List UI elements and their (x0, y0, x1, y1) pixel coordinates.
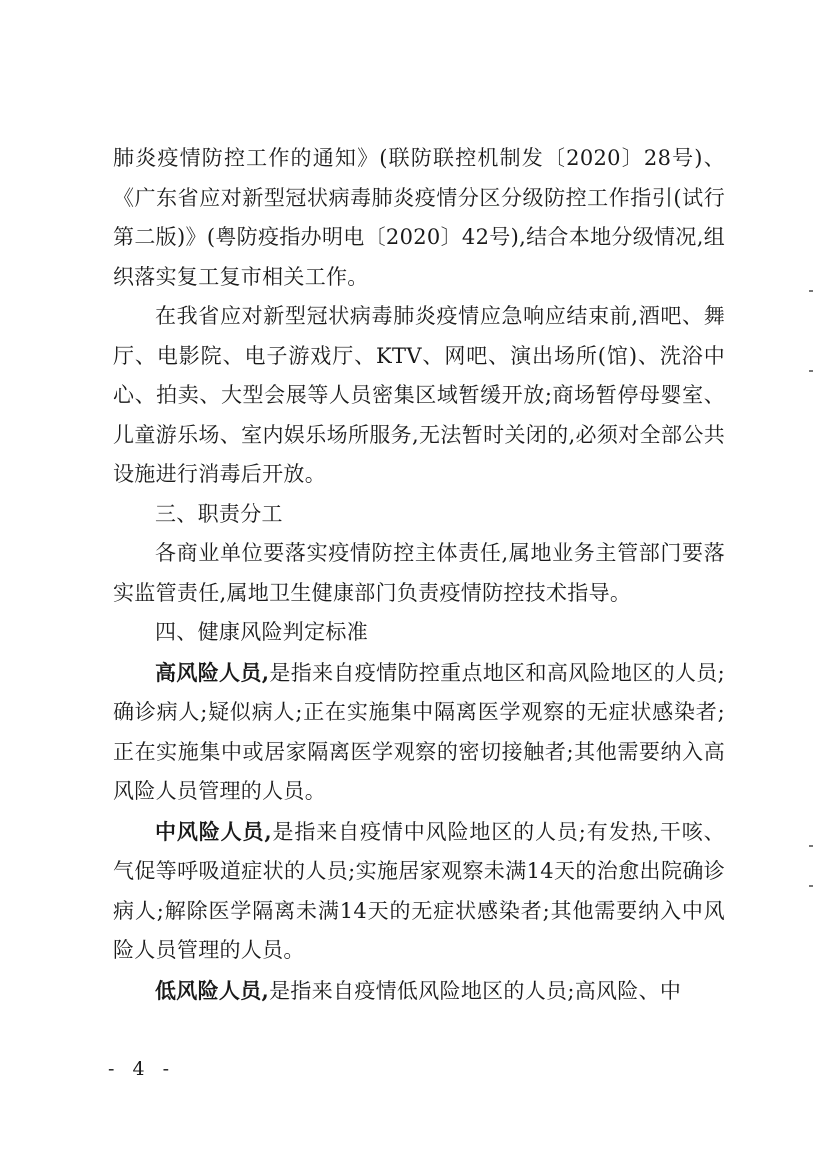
venues-paragraph: 在我省应对新型冠状病毒肺炎疫情应急响应结束前,酒吧、舞厅、电影院、电子游戏厅、KTV、网吧、演出场所(馆)、洗浴中心、拍卖、大型会展等人员密集区域暂缓开放;商场暂停母婴室、儿童游乐场、室内娱乐场所服务,无法暂时关闭的,必须对全部公共设施进行消毒后开放。 (113, 304, 725, 486)
page-number: - 4 - (108, 1058, 176, 1080)
binding-mark (809, 885, 813, 887)
medium-risk-text: 是指来自疫情中风险地区的人员;有发热,干咳、气促等呼吸道症状的人员;实施居家观察未满14天的治愈出院确诊病人;解除医学隔离未满14天的无症状感染者;其他需要纳入中风险人员管理的人员。 (113, 819, 725, 962)
high-risk-text: 是指来自疫情防控重点地区和高风险地区的人员;确诊病人;疑似病人;正在实施集中隔离医学观察的无症状感染者;正在实施集中或居家隔离医学观察的密切接触者;其他需要纳入高风险人员管理的人员。 (113, 660, 725, 803)
low-risk-paragraph (113, 971, 725, 1012)
medium-risk-lead: 中风险人员, (155, 818, 272, 844)
section3-paragraph: 各商业单位要落实疫情防控主体责任,属地业务主管部门要落实监管责任,属地卫生健康部门负责疫情防控技术指导。 (113, 541, 725, 605)
high-risk-paragraph (113, 653, 725, 812)
low-risk-text: 是指来自疫情低风险地区的人员;高风险、中 (269, 978, 682, 1003)
section3-heading: 三、职责分工 (155, 501, 283, 526)
high-risk-lead: 高风险人员, (155, 659, 270, 685)
medium-risk-paragraph (113, 812, 725, 971)
low-risk-lead: 低风险人员, (155, 977, 270, 1003)
binding-mark (809, 845, 813, 847)
binding-mark (809, 290, 813, 292)
document-body (113, 139, 725, 1011)
section4-heading: 四、健康风险判定标准 (155, 620, 368, 644)
intro-paragraph: 肺炎疫情防控工作的通知》(联防联控机制发〔2020〕28号)、《广东省应对新型冠状病毒肺炎疫情分区分级防控工作指引(试行第二版)》(粤防疫指办明电〔2020〕42号),结合本地分级情况,组织落实复工复市相关工作。 (113, 146, 725, 289)
binding-mark (809, 370, 813, 372)
